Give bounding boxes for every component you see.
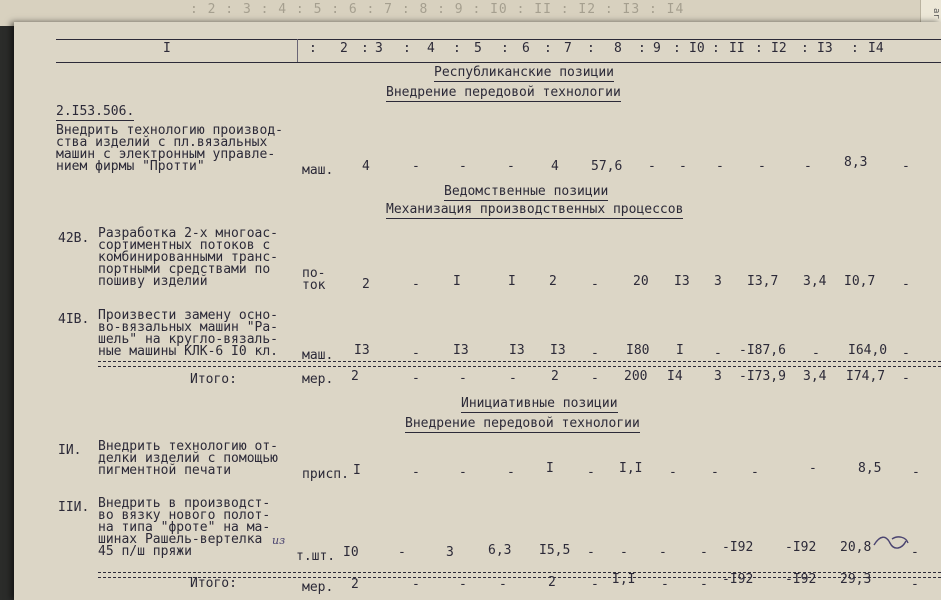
cell: - [716, 159, 724, 174]
cell: - [412, 371, 420, 386]
cell: - [911, 577, 919, 592]
cell: -I92 [722, 572, 754, 587]
col-sep: : [755, 41, 763, 56]
col-header-2: 2 [340, 41, 348, 56]
cell: - [751, 465, 759, 480]
row-unit: присп. [302, 467, 349, 482]
cell: - [587, 545, 595, 560]
cell: 2 [351, 577, 359, 592]
header-top-rule [56, 39, 941, 40]
cell: I [508, 274, 516, 289]
cell: - [679, 159, 687, 174]
col-header-3: 3 [375, 41, 383, 56]
cell: 2 [351, 369, 359, 384]
cell: 3,4 [803, 369, 827, 384]
cell: - [499, 577, 507, 592]
cell: - [902, 277, 910, 292]
cell: I80 [626, 343, 650, 358]
col-sep: : [361, 41, 369, 56]
col-header-6: 6 [522, 41, 530, 56]
col-sep: : [501, 41, 509, 56]
cell: 4 [362, 159, 370, 174]
cell: - [700, 577, 708, 592]
cell: 3 [446, 545, 454, 560]
section-subtitle-mechanization: Механизация производственных процессов [386, 202, 684, 217]
row-code: 2.I53.506. [56, 104, 135, 119]
cell: - [812, 346, 820, 361]
cell: - [902, 159, 910, 174]
cell: I3 [354, 343, 370, 358]
cell: 2 [551, 369, 559, 384]
cell: - [412, 465, 420, 480]
cell: I3 [453, 343, 469, 358]
col-sep: : [309, 41, 317, 56]
col-header-10: I0 [689, 41, 705, 56]
col-sep: : [801, 41, 809, 56]
col-sep: : [638, 41, 646, 56]
col-header-13: I3 [817, 41, 833, 56]
cell: - [412, 346, 420, 361]
subtotal-dashed-rule [98, 366, 941, 367]
col-sep: : [544, 41, 552, 56]
cell: I3 [550, 343, 566, 358]
row-description: Разработка 2-х многоас- сортиментных потоков с комбинированными транс- портными средствами по пошиву изделий [98, 226, 279, 289]
cell: I5,5 [539, 543, 571, 558]
row-unit: маш. [302, 163, 334, 178]
cell: - [758, 159, 766, 174]
col-header-12: I2 [771, 41, 787, 56]
col-header-9: 9 [653, 41, 661, 56]
cell: 200 [624, 369, 648, 384]
col-sep: : [851, 41, 859, 56]
col-header-11: II [729, 41, 745, 56]
cell: I,I [612, 572, 636, 587]
cell: - [669, 465, 677, 480]
cell: - [620, 545, 628, 560]
cell: - [591, 577, 599, 592]
col-header-5: 5 [474, 41, 482, 56]
col-sep: : [712, 41, 720, 56]
cell: -I73,9 [739, 369, 786, 384]
subtotal-dashed-rule [98, 361, 941, 362]
row-description: Внедрить технологию от- делки изделий с помощью пигментной печати [98, 439, 279, 478]
total-label: Итого: [190, 576, 237, 591]
col-sep: : [403, 41, 411, 56]
cell: I [546, 461, 554, 476]
row-unit: по- ток [302, 266, 326, 293]
row-unit: маш. [302, 348, 334, 363]
cell: - [659, 545, 667, 560]
cell: - [911, 545, 919, 560]
handwritten-squiggle [872, 533, 912, 553]
cell: I [453, 274, 461, 289]
cell: 20,8 [840, 540, 872, 555]
cell: - [591, 371, 599, 386]
cell: 3,4 [803, 274, 827, 289]
cell: - [459, 159, 467, 174]
cell: 4 [551, 159, 559, 174]
cell: -I92 [722, 540, 754, 555]
cell: I4 [667, 369, 683, 384]
cell: 2 [362, 277, 370, 292]
col-header-8: 8 [614, 41, 622, 56]
row-code: IIИ. [58, 500, 90, 515]
cell: - [509, 371, 517, 386]
section-title-initiative: Инициативные позиции [461, 396, 618, 411]
cell: 2 [548, 575, 556, 590]
cell: - [398, 545, 406, 560]
side-tab: ar [920, 0, 941, 26]
cell: - [412, 277, 420, 292]
cell: - [459, 577, 467, 592]
row-unit: т.шт. [296, 549, 336, 564]
cell: - [591, 277, 599, 292]
row-unit: мер. [302, 580, 334, 595]
cell: I3 [674, 274, 690, 289]
cell: I64,0 [848, 343, 888, 358]
bleed-through-text: : 2 : 3 : 4 : 5 : 6 : 7 : 8 : 9 : I0 : II : I2 : I3 : I4 [190, 2, 685, 17]
cell: - [507, 159, 515, 174]
section-subtitle-technology: Внедрение передовой технологии [386, 85, 621, 100]
cell: - [648, 159, 656, 174]
cell: - [587, 465, 595, 480]
cell: 20 [633, 274, 649, 289]
cell: I3 [509, 343, 525, 358]
row-unit: мер. [302, 372, 334, 387]
col-header-7: 7 [564, 41, 572, 56]
cell: I3,7 [747, 274, 779, 289]
handwritten-note: из [272, 534, 286, 547]
header-divider [297, 39, 298, 62]
col-sep: : [587, 41, 595, 56]
cell: I [353, 463, 361, 478]
cell: - [809, 461, 817, 476]
row-description: Произвести замену осно- во-вязальных машин "Ра- шель" на кругло-вязаль- ные машины КЛК-6 I0 кл. [98, 308, 279, 359]
section-title-republican: Республиканские позиции [434, 65, 615, 80]
cell: - [459, 371, 467, 386]
cell: 6,3 [488, 543, 512, 558]
col-header-14: I4 [868, 41, 884, 56]
cell: - [591, 346, 599, 361]
cell: - [902, 346, 910, 361]
col-header-4: 4 [427, 41, 435, 56]
cell: 29,3 [840, 572, 872, 587]
cell: - [804, 159, 812, 174]
section-subtitle-technology-2: Внедрение передовой технологии [405, 416, 640, 431]
cell: 2 [549, 274, 557, 289]
col-sep: : [673, 41, 681, 56]
cell: - [711, 465, 719, 480]
cell: - [700, 545, 708, 560]
col-sep: : [453, 41, 461, 56]
cell: I0 [343, 545, 359, 560]
row-description: Внедрить технологию производ- ства изделий с пл.вязальных машин с электронным управле- нием фирмы "Протти" [56, 123, 283, 174]
row-code: IИ. [58, 443, 82, 458]
total-label: Итого: [190, 372, 237, 387]
cell: - [507, 465, 515, 480]
row-code: 42В. [58, 231, 90, 246]
cell: - [902, 371, 910, 386]
cell: - [912, 465, 920, 480]
cell: I0,7 [844, 274, 876, 289]
cell: 8,3 [844, 155, 868, 170]
cell: I74,7 [846, 369, 886, 384]
cell: 3 [714, 369, 722, 384]
row-description: Внедрить в производст- во вязку нового полот- на типа "фроте" на ма- шинах Рашель-вертелка 45 п/ш пряжи [98, 496, 271, 559]
section-title-departmental: Ведомственные позиции [444, 184, 609, 199]
cell: -I92 [785, 572, 817, 587]
cell: - [412, 577, 420, 592]
cell: 3 [714, 274, 722, 289]
cell: - [714, 346, 722, 361]
cell: -I92 [785, 540, 817, 555]
document-sheet [14, 22, 941, 600]
cell: I,I [619, 461, 643, 476]
cell: - [459, 465, 467, 480]
cell: -I87,6 [739, 343, 786, 358]
cell: 8,5 [858, 461, 882, 476]
col-header-1: I [163, 41, 171, 56]
cell: I [676, 343, 684, 358]
cell: 57,6 [591, 159, 623, 174]
cell: - [661, 577, 669, 592]
row-code: 4IВ. [58, 312, 90, 327]
header-bottom-rule [56, 62, 941, 63]
cell: - [412, 159, 420, 174]
